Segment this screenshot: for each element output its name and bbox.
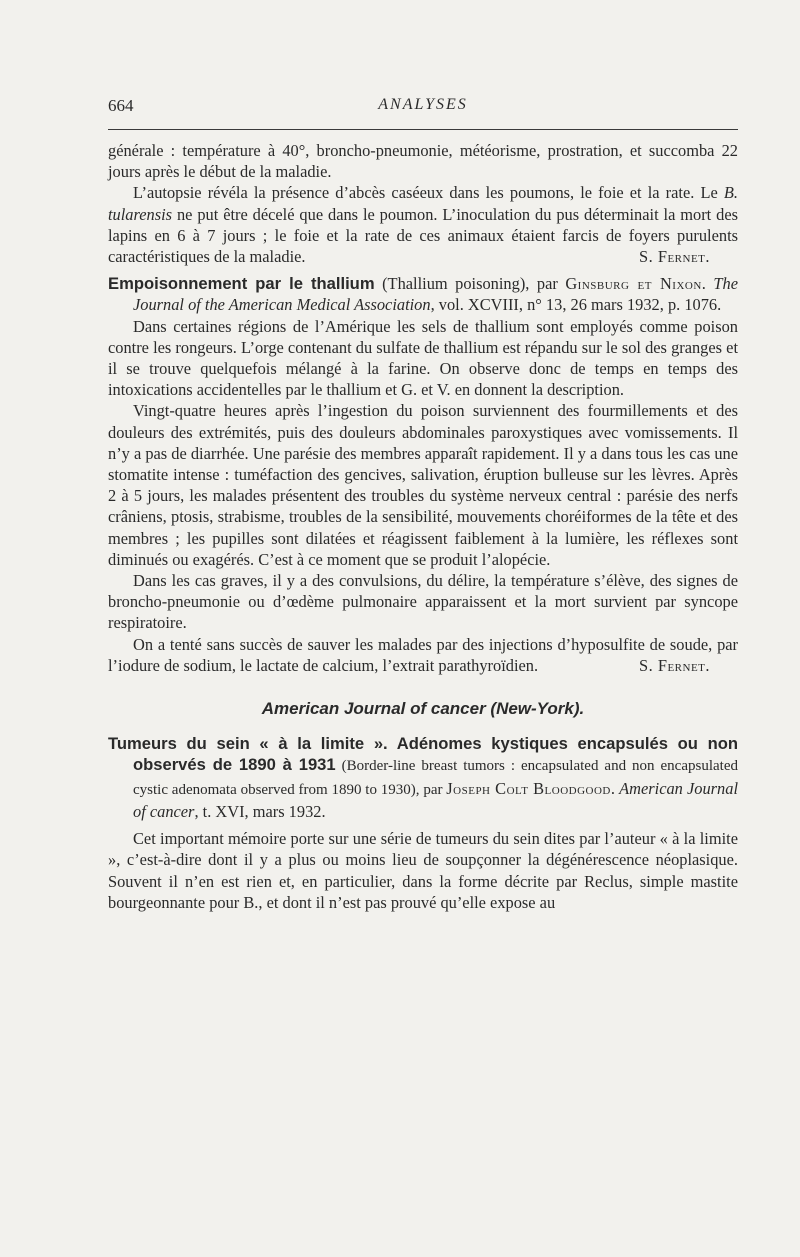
article3-paragraph-1: Cet important mémoire porte sur une série de tumeurs du sein dites par l’auteur « à la limite », c’est-à-dire dont il y a plus ou moins lieu de soupçonner la dégénérescence néoplasique. Souvent il n’en est rien et, en particulier, dans la forme décrite par Reclus, simple mastite bourgeonnante pour B., et dont il n’est pas prouvé qu’elle expose au xyxy=(108,829,738,912)
article2-signature: S. Fernet. xyxy=(639,655,710,675)
article2-journal: The Journal of the American Medical Association xyxy=(133,274,738,315)
article2-authors: Ginsburg et Nixon xyxy=(565,274,702,294)
header-rule xyxy=(108,129,738,130)
article1-paragraph-1: générale : température à 40°, broncho-pneumonie, météorisme, prostration, et succomba 22 jours après le début de la maladie. xyxy=(108,141,738,182)
species-name: B. tularensis xyxy=(108,183,738,224)
article2-reference xyxy=(108,273,738,315)
page-number: 664 xyxy=(108,96,134,115)
article1-text: L’autopsie révéla la présence d’abcès caséeux dans les poumons, le foie et la rate. Le xyxy=(133,183,724,203)
article2-paragraph-3: Dans les cas graves, il y a des convulsions, du délire, la température s’élève, des signes de broncho-pneumonie ou d’œdème pulmonaire apparaissent et la mort survient par syncope respiratoire. xyxy=(108,571,738,633)
article2-ref-sep: . xyxy=(701,274,714,294)
article3-title: Tumeurs du sein « à la limite ». Adénomes kystiques encapsulés ou non observés de 1890 à 1931 xyxy=(108,734,738,775)
article1-paragraph-2 xyxy=(108,182,738,267)
article2-paragraph-4 xyxy=(108,634,738,676)
article2-title: Empoisonnement par le thallium xyxy=(108,274,375,294)
article3-ref-sep: . xyxy=(610,778,620,798)
article1-signature: S. Fernet. xyxy=(639,247,710,267)
article2-ref-text: (Thallium poisoning), par xyxy=(374,274,566,294)
article3-ref-text: (Border-line breast tumors : encapsulated and non encapsulated cystic adenomata observed from 1890 to 1930), par xyxy=(133,758,738,798)
article2-text: On a tenté sans succès de sauver les malades par des injections d’hyposulfite de soude, par l’iodure de sodium, le lactate de calcium, l’extrait parathyroïdien. xyxy=(108,634,738,675)
article2-ref-text: , vol. XCVIII, n° 13, 26 mars 1932, p. 1076. xyxy=(430,295,722,315)
article1-text: ne put être décelé que dans le poumon. L’inoculation du pus déterminait la mort des lapins en 6 à 7 jours ; le foie et la rate de ces animaux étaient farcis de foyers purulents caractéristiques de la maladie. xyxy=(108,204,738,267)
article2-paragraph-1: Dans certaines régions de l’Amérique les sels de thallium sont employés comme poison contre les rongeurs. L’orge contenant du sulfate de thallium est répandu sur le sol des granges et il se trouve quelquefois mélangé à la farine. On observe donc de temps en temps des intoxications accidentelles par le thallium et G. et V. en donnent la description. xyxy=(108,316,738,400)
article3-author: Joseph Colt Bloodgood xyxy=(446,778,611,798)
article2-paragraph-2: Vingt-quatre heures après l’ingestion du poison surviennent des fourmillements et des douleurs des extrémités, puis des douleurs abdominales paroxystiques avec vomissements. Il n’y a pas de diarrhée. Une parésie des membres apparaît rapidement. Il y a dans tous les cas une stomatite intense : tuméfaction des gencives, salivation, éruption bulleuse sur les lèvres. Après 2 à 5 jours, les malades présentent des troubles du système nerveux central : parésie des nerfs crâniens, ptosis, strabisme, troubles de la sensibilité, mouvements choréiformes de la tête et des membres ; les pupilles sont dilatées et réagissent faiblement à la lumière, les réflexes sont diminués ou exagérés. C’est à ce moment que se produit l’alopécie. xyxy=(108,401,738,569)
page-header xyxy=(108,96,738,124)
running-title: ANALYSES xyxy=(378,96,468,113)
article3-reference xyxy=(108,733,738,822)
page-body xyxy=(108,140,738,913)
article3-ref-text: , t. XVI, mars 1932. xyxy=(194,801,326,821)
article3-journal: American Journal of cancer xyxy=(133,778,739,821)
journal-section-heading: American Journal of cancer (New-York). xyxy=(261,699,585,719)
